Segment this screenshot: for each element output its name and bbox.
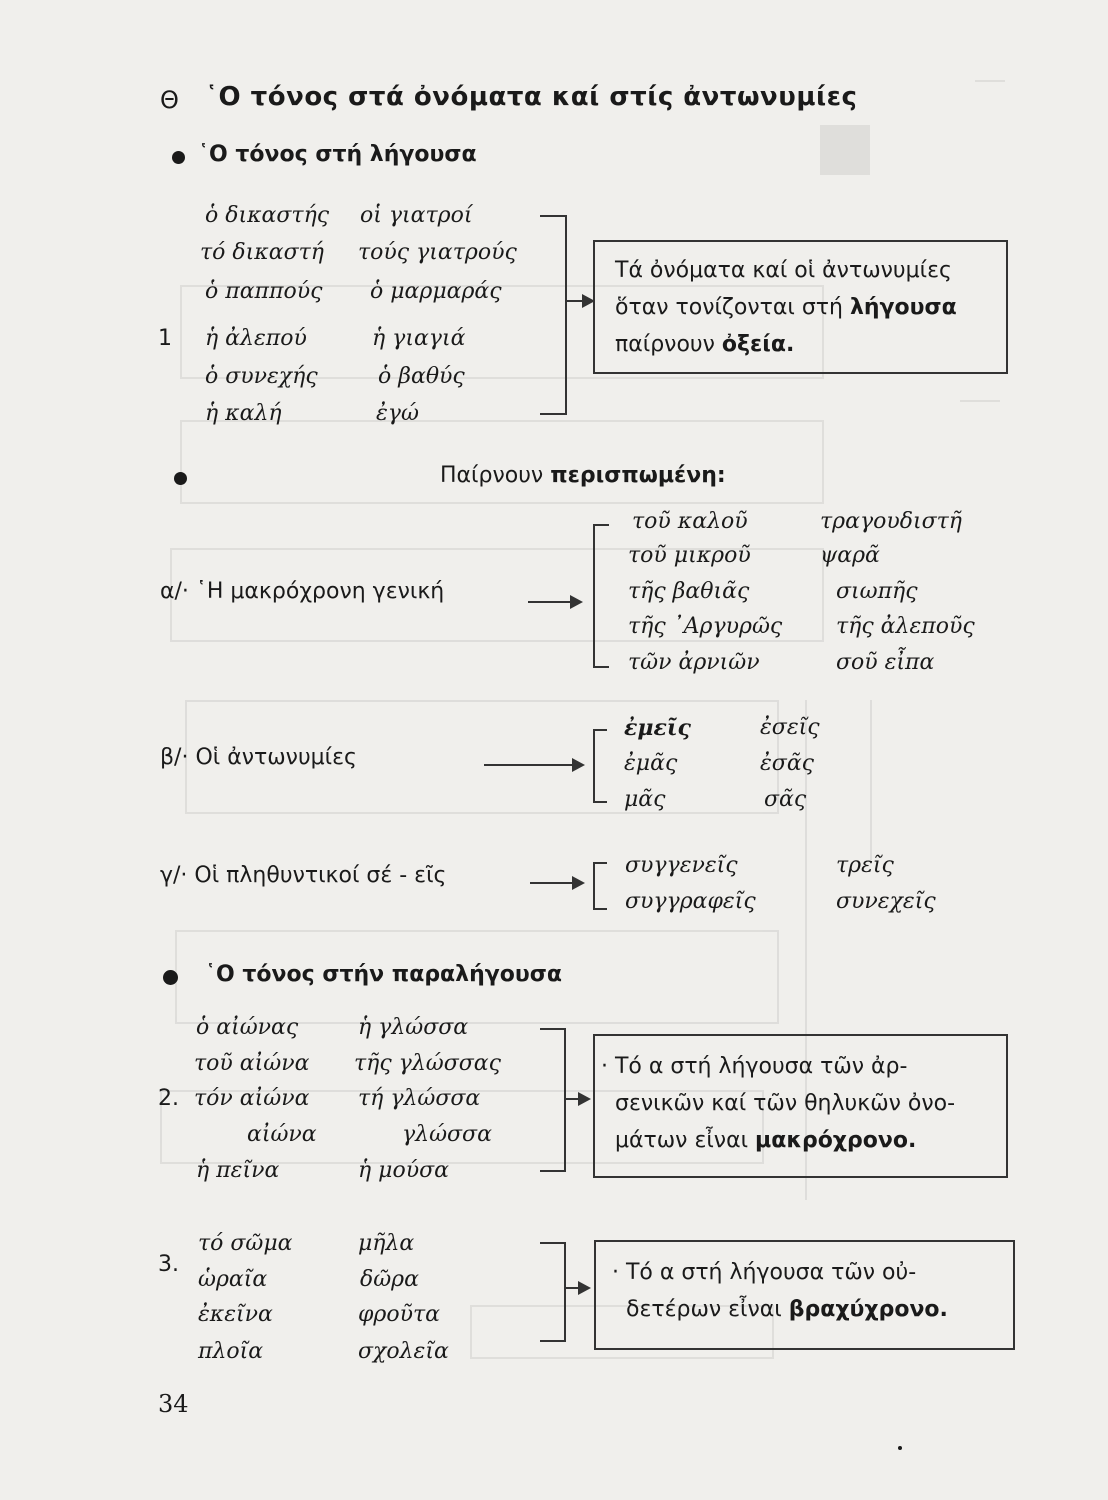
rule-line: μάτων εἶναι μακρόχρονο. (615, 1128, 917, 1153)
list-item: τῆς ᾿Αργυρῶς (628, 614, 783, 639)
case-a-label: α/· ῾Η μακρόχρονη γενική (160, 579, 445, 604)
list-item: τῆς γλώσσας (354, 1051, 501, 1076)
section3-rule-box (594, 1240, 1015, 1350)
rule-line: ὅταν τονίζονται στή λήγουσα (615, 295, 957, 320)
rule-line: · Τό α στή λήγουσα τῶν ἀρ- (601, 1054, 908, 1079)
arrow-right-icon (578, 1092, 591, 1106)
list-item: τούς γιατρούς (358, 240, 517, 265)
bullet-icon (174, 472, 187, 485)
list-item: ψαρᾶ (820, 543, 880, 568)
list-item: ἐγώ (376, 401, 419, 426)
speck-dot (898, 1446, 902, 1450)
list-item: ὁ βαθύς (378, 364, 465, 389)
section3-bracket (540, 1242, 566, 1342)
list-item: σᾶς (764, 787, 807, 812)
list-item: αἰώνα (247, 1122, 317, 1147)
section1-number: 1 (158, 326, 172, 351)
list-item: συγγραφεῖς (625, 889, 756, 914)
case-b-bracket (593, 729, 607, 803)
list-item: σιωπῆς (836, 579, 918, 604)
perispomeni-label: Παίρνουν περισπωμένη: (440, 463, 726, 488)
case-c-bracket (593, 862, 607, 910)
rule-line: σενικῶν καί τῶν θηλυκῶν ὀνο- (615, 1091, 956, 1116)
list-item: ἐμᾶς (624, 751, 678, 776)
list-item: ἡ καλή (205, 401, 282, 426)
list-item: ἐμεῖς (624, 715, 691, 741)
section2-title: ῾Ο τόνος στήν παραλήγουσα (205, 962, 562, 987)
arrow-right-icon (570, 595, 583, 609)
section1-rule-box (593, 240, 1008, 374)
bullet-icon (163, 970, 178, 985)
arrow-line (484, 764, 574, 766)
case-a-bracket (593, 524, 609, 668)
list-item: τῆς βαθιᾶς (628, 579, 750, 604)
list-item: ἐκεῖνα (198, 1302, 273, 1327)
arrow-right-icon (572, 876, 585, 890)
list-item: τοῦ μικροῦ (628, 543, 751, 568)
section3-number: 3. (158, 1252, 179, 1277)
section1-bracket (540, 215, 567, 415)
list-item: τρεῖς (836, 853, 894, 878)
case-c-label: γ/· Οἱ πληθυντικοί σέ - εῖς (160, 863, 447, 888)
list-item: ἡ πεῖνα (196, 1158, 280, 1183)
list-item: τοῦ καλοῦ (632, 509, 748, 534)
page-number: 34 (158, 1390, 189, 1418)
list-item: σχολεῖα (358, 1339, 449, 1364)
list-item: ὁ αἰώνας (196, 1015, 299, 1040)
section2-rule-box (593, 1034, 1008, 1178)
list-item: τραγουδιστῆ (820, 509, 962, 534)
list-item: οἱ γιατροί (360, 203, 473, 228)
list-item: τό σῶμα (198, 1231, 293, 1256)
list-item: ὁ μαρμαράς (370, 279, 502, 304)
list-item: συνεχεῖς (836, 889, 936, 914)
bullet-icon (172, 151, 185, 164)
list-item: ἡ γιαγιά (372, 326, 466, 351)
list-item: τή γλώσσα (358, 1086, 481, 1111)
list-item: ἡ ἀλεπού (205, 326, 307, 351)
section2-bracket (540, 1028, 566, 1172)
rule-line: παίρνουν ὀξεία. (615, 332, 795, 357)
list-item: τῶν ἀρνιῶν (628, 650, 760, 675)
arrow-right-icon (578, 1281, 591, 1295)
list-item: φροῦτα (358, 1302, 440, 1327)
rule-line: Τά ὀνόματα καί οἱ ἀντωνυμίες (615, 258, 952, 283)
list-item: ὁ παππούς (205, 279, 323, 304)
arrow-right-icon (572, 758, 585, 772)
list-item: μᾶς (624, 787, 666, 812)
list-item: τοῦ αἰώνα (194, 1051, 310, 1076)
list-item: μῆλα (358, 1231, 415, 1256)
page-title: ῾Ο τόνος στά ὀνόματα καί στίς ἀντωνυμίες (205, 82, 858, 112)
list-item: γλώσσα (402, 1122, 492, 1147)
list-item: τῆς ἀλεποῦς (836, 614, 975, 639)
list-item: σοῦ εἶπα (836, 650, 935, 675)
arrow-line (530, 882, 574, 884)
case-b-label: β/· Οἱ ἀντωνυμίες (160, 745, 357, 770)
heading-symbol: Θ (160, 86, 179, 114)
list-item: ἐσεῖς (760, 715, 820, 740)
arrow-line (528, 601, 573, 603)
section2-number: 2. (158, 1086, 179, 1111)
list-item: ὁ δικαστής (205, 203, 330, 228)
rule-line: δετέρων εἶναι βραχύχρονο. (626, 1297, 948, 1322)
list-item: ἐσᾶς (760, 751, 815, 776)
list-item: ἡ γλώσσα (358, 1015, 469, 1040)
section1-title: ῾Ο τόνος στή λήγουσα (198, 142, 477, 167)
list-item: δῶρα (360, 1267, 419, 1292)
list-item: πλοῖα (198, 1339, 264, 1364)
list-item: τόν αἰώνα (194, 1086, 310, 1111)
list-item: συγγενεῖς (625, 853, 738, 878)
rule-line: · Τό α στή λήγουσα τῶν οὐ- (612, 1260, 917, 1285)
list-item: τό δικαστή (200, 240, 324, 265)
list-item: ὁ συνεχής (205, 364, 318, 389)
list-item: ἡ μούσα (358, 1158, 449, 1183)
list-item: ὡραῖα (198, 1267, 268, 1292)
